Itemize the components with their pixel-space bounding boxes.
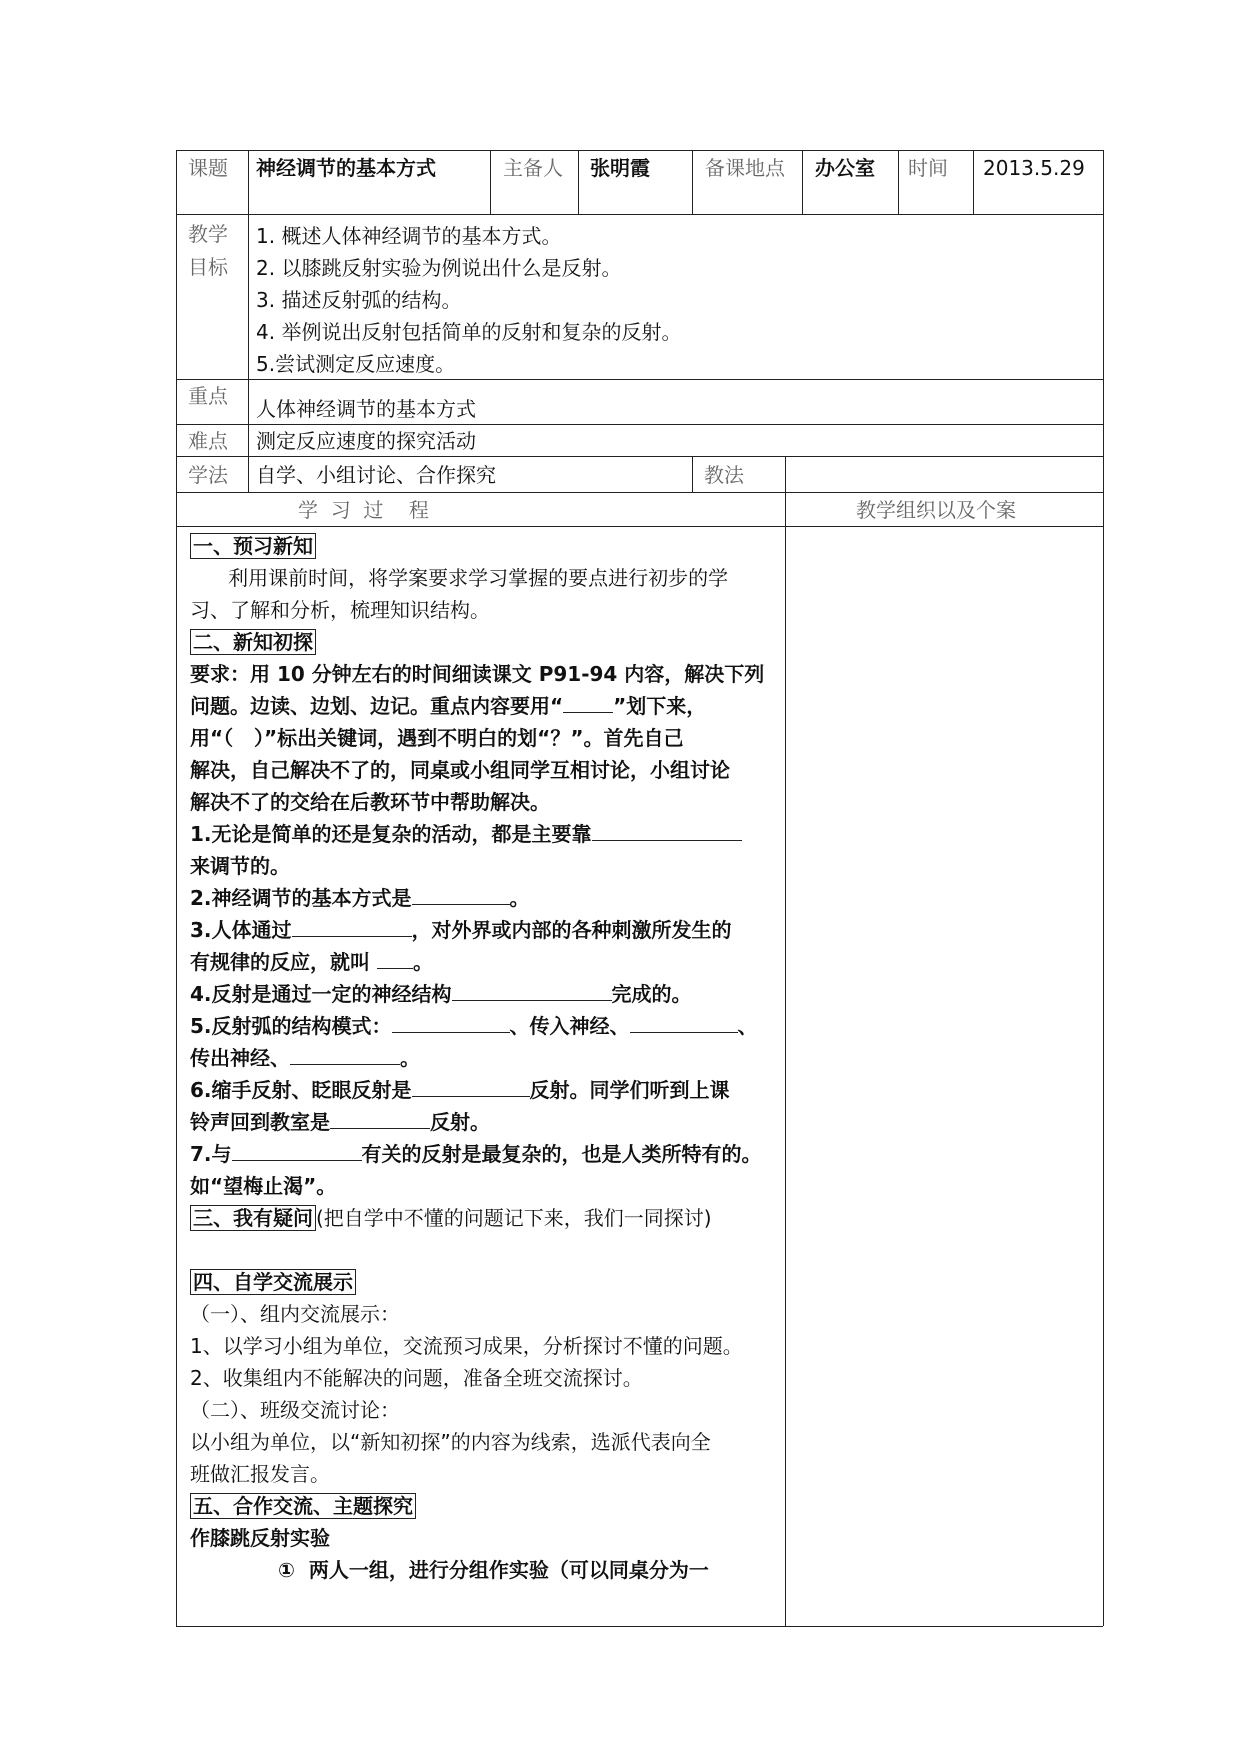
goals-label-2: 目标 (188, 255, 228, 279)
question-6: 6.缩手反射、眨眼反射是 反射。同学们听到上课 (190, 1078, 730, 1102)
text-line: 要求：用 10 分钟左右的时间细读课文 P91-94 内容，解决下列 (190, 662, 765, 686)
method-value: 自学、小组讨论、合作探究 (256, 463, 496, 487)
text-line: 1、以学习小组为单位，交流预习成果，分析探讨不懂的问题。 (190, 1334, 743, 1358)
goal-item: 4. 举例说出反射包括简单的反射和复杂的反射。 (256, 320, 682, 344)
goal-item: 1. 概述人体神经调节的基本方式。 (256, 224, 562, 248)
author-label: 主备人 (503, 156, 563, 180)
goals-label-1: 教学 (188, 222, 228, 246)
question-4: 4.反射是通过一定的神经结构 完成的。 (190, 982, 692, 1006)
section-title-explore: 二、新知初探 (190, 629, 316, 655)
notes-column-header: 教学组织以及个案 (856, 498, 1016, 522)
text-line: （一）、组内交流展示： (190, 1302, 400, 1326)
text-line: 解决不了的交给在后教环节中帮助解决。 (190, 790, 550, 814)
question-7: 7.与 有关的反射是最复杂的，也是人类所特有的。 (190, 1142, 762, 1166)
text-line: 2、收集组内不能解决的问题，准备全班交流探讨。 (190, 1366, 643, 1390)
question-7-cont: 如“望梅止渴”。 (190, 1174, 337, 1198)
text-line: 习、了解和分析，梳理知识结构。 (190, 598, 490, 622)
text-line: （二）、班级交流讨论： (190, 1398, 400, 1422)
goal-item: 3. 描述反射弧的结构。 (256, 288, 462, 312)
section-title-preview: 一、预习新知 (190, 533, 316, 559)
question-5-cont: 传出神经、 。 (190, 1046, 420, 1070)
text-line: 利用课前时间，将学案要求学习掌握的要点进行初步的学 (190, 566, 729, 590)
question-5: 5.反射弧的结构模式： 、传入神经、 、 (190, 1014, 758, 1038)
time-label: 时间 (908, 156, 948, 180)
time-value: 2013.5.29 (983, 156, 1085, 180)
text-line: 以小组为单位，以“新知初探”的内容为线索，选派代表向全 (190, 1430, 711, 1454)
question-6-cont: 铃声回到教室是 反射。 (190, 1110, 490, 1134)
process-column-header: 学 习 过 程 (298, 498, 429, 522)
author-value: 张明霞 (590, 156, 650, 180)
section-title-cooperation: 五、合作交流、主题探究 (190, 1493, 416, 1519)
question-3: 3.人体通过 ，对外界或内部的各种刺激所发生的 (190, 918, 732, 942)
place-value: 办公室 (815, 156, 875, 180)
section-title-questions: 三、我有疑问 (190, 1205, 316, 1231)
learning-process (190, 530, 780, 1586)
text-line: 用“（ ）”标出关键词，遇到不明白的划“？”。首先自己 (190, 726, 684, 750)
key-label: 重点 (188, 384, 228, 408)
difficulty-value: 测定反应速度的探究活动 (256, 429, 476, 453)
question-1: 1.无论是简单的还是复杂的活动，都是主要靠 (190, 818, 780, 850)
difficulty-label: 难点 (188, 429, 228, 453)
topic-value: 神经调节的基本方式 (256, 156, 436, 180)
text-line: 解决，自己解决不了的，同桌或小组同学互相讨论，小组讨论 (190, 758, 730, 782)
goal-item: 2. 以膝跳反射实验为例说出什么是反射。 (256, 256, 622, 280)
topic-label: 课题 (188, 156, 228, 180)
question-1-cont: 来调节的。 (190, 854, 290, 878)
teach-method-label: 教法 (704, 463, 744, 487)
question-3-cont: 有规律的反应，就叫 。 (190, 950, 433, 974)
text-line: 班做汇报发言。 (190, 1462, 330, 1486)
questions-note: (把自学中不懂的问题记下来，我们一同探讨) (316, 1206, 712, 1230)
text-line: 作膝跳反射实验 (190, 1526, 330, 1550)
goal-item: 5.尝试测定反应速度。 (256, 352, 456, 376)
text-line: ① 两人一组，进行分组作实验（可以同桌分为一 (278, 1558, 709, 1582)
question-2: 2.神经调节的基本方式是 。 (190, 886, 530, 910)
text-line: 问题。边读、边划、边记。重点内容要用“ ”划下来， (190, 694, 707, 718)
place-label: 备课地点 (705, 156, 785, 180)
method-label: 学法 (188, 463, 228, 487)
section-title-exchange: 四、自学交流展示 (190, 1269, 356, 1295)
key-value: 人体神经调节的基本方式 (256, 397, 476, 421)
